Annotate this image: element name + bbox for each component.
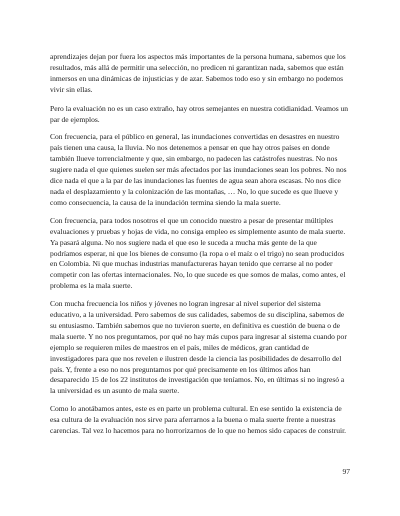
paragraph-5: Con mucha frecuencia los niños y jóvenes no logran ingresar al nivel superior del sistema educativo, a la universidad. Pero sabemos de sus calidades, sabemos de su disciplina, sabemos de su entusiasmo. También sabemos que no tuvieron suerte, en definitiva es cuestión de buena o de mala suerte. Y no nos preguntamos, por qué no hay más cupos para ingresar al sistema cuando por ejemplo se requieren miles de maestros en el país, miles de médicos, gran cantidad de investigadores para que nos revelen e ilustren desde la ciencia las posibilidades de desarrollo del país. Y, frente a eso no nos preguntamos por qué precisamente en los últimos años han desaparecido 15 de los 22 institutos de investigación que teníamos. No, en últimas si no ingresó a la universidad es un asunto de mala suerte.	[50, 299, 347, 396]
page-number: 97	[342, 467, 350, 476]
paragraph-1: aprendizajes dejan por fuera los aspectos más importantes de la persona humana, sabemos que los resultados, más allá de permitir una selección, no predicen ni garantizan nada, sabemos que están inmersos en una dinámicas de injusticias y de azar. Sabemos todo eso y sin embargo no podemos vivir sin ellas.	[50, 52, 346, 94]
paragraph-6: Como lo anotábamos antes, este es en parte un problema cultural. En ese sentido la existencia de esa cultura de la evaluación nos sirve para aferrarnos a la buena o mala suerte frente a nuestras carencias. Tal vez lo hacemos para no horrorizarnos de lo que no hemos sido capaces de construir.	[50, 404, 347, 436]
paragraph-4: Con frecuencia, para todos nosotros el que un conocido nuestro a pesar de presentar múltiples evaluaciones y pruebas y hojas de vida, no consiga empleo es simplemente asunto de mala suerte. Ya pasará alguna. No nos sugiere nada el que eso le suceda a mucha más gente de la que podríamos esperar, ni que los bienes de consumo (la ropa o el maíz o el trigo) no sean producidos en Colombia. Ni que muchas industrias manufactureras hayan tenido que cerrarse al no poder competir con las ofertas internacionales. No, lo que sucede es que somos de malas, como antes, el problema es la mala suerte.	[50, 215, 346, 291]
paragraph-3: Con frecuencia, para el público en general, las inundaciones convertidas en desastres en nuestro país tienen una causa, la lluvia. No nos detenemos a pensar en que hay otros países en donde también llueve torrencialmente y que, sin embargo, no padecen las catástrofes nuestras. No nos sugiere nada el que quienes suelen ser más afectados por las inundaciones sean los pobres. No nos dice nada el que a la par de las inundaciones las fuentes de agua sean ahora escasas. No nos dice nada el desplazamiento y la colonización de las montañas, … No, lo que sucede es que llueve y como consecuencia, la causa de la inundación termina siendo la mala suerte.	[50, 132, 347, 207]
paragraph-2: Pero la evaluación no es un caso extraño, hay otros semejantes en nuestra cotidianidad. Veamos un par de ejemplos.	[50, 103, 349, 124]
